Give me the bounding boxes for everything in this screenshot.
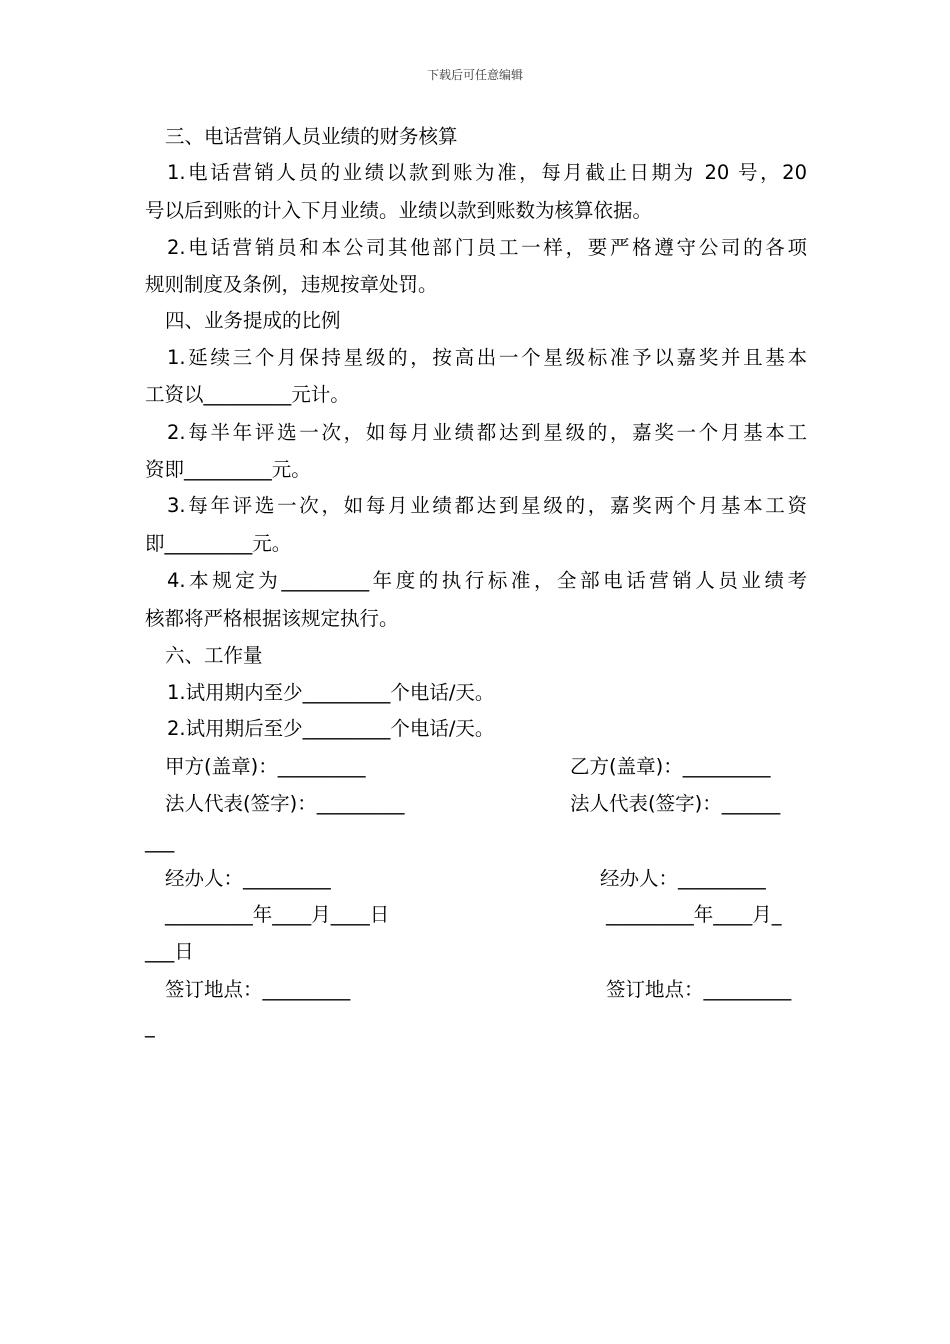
paragraph-line: 2.每半年评选一次，如每月业绩都达到星级的，嘉奖一个月基本工 bbox=[167, 421, 807, 444]
paragraph-line: 资即_________元。 bbox=[145, 458, 311, 481]
party-b-place: 签订地点：_________ bbox=[606, 978, 792, 1001]
paragraph-line: 工资以_________元计。 bbox=[145, 383, 350, 406]
paragraph-line: 1.延续三个月保持星级的，按高出一个星级标准予以嘉奖并且基本 bbox=[167, 346, 807, 369]
party-a-seal: 甲方(盖章)：_________ bbox=[165, 755, 366, 778]
party-a-place: 签订地点：_________ bbox=[165, 978, 351, 1001]
paragraph-line: 2.试用期后至少_________个电话/天。 bbox=[167, 717, 495, 740]
paragraph-line: 1.试用期内至少_________个电话/天。 bbox=[167, 681, 495, 704]
paragraph-line: 4.本规定为_________年度的执行标准，全部电话营销人员业绩考 bbox=[167, 569, 807, 592]
section-6-title: 六、工作量 bbox=[165, 644, 263, 667]
paragraph-line: 2.电话营销员和本公司其他部门员工一样，要严格遵守公司的各项 bbox=[167, 236, 807, 259]
section-4-title: 四、业务提成的比例 bbox=[165, 309, 341, 332]
party-b-seal: 乙方(盖章)：_________ bbox=[570, 755, 771, 778]
paragraph-line: 号以后到账的计入下月业绩。业绩以款到账数为核算依据。 bbox=[145, 199, 653, 222]
page-header: 下载后可任意编辑 bbox=[426, 68, 523, 82]
party-a-date: _________年____月____日 bbox=[165, 903, 390, 926]
party-b-legal-rep: 法人代表(签字)：______ bbox=[570, 792, 781, 815]
paragraph-line: 3.每年评选一次，如每月业绩都达到星级的，嘉奖两个月基本工资 bbox=[167, 494, 807, 517]
party-b-agent: 经办人：_________ bbox=[600, 867, 766, 890]
party-a-agent: 经办人：_________ bbox=[165, 867, 331, 890]
party-b-place-cont: _ bbox=[145, 1015, 155, 1038]
party-a-legal-rep: 法人代表(签字)：_________ bbox=[165, 792, 405, 815]
section-3-title: 三、电话营销人员业绩的财务核算 bbox=[165, 125, 458, 148]
party-b-date-cont: ___日 bbox=[145, 940, 194, 963]
party-b-legal-rep-cont: ___ bbox=[145, 830, 175, 853]
party-b-date: _________年____月_ bbox=[606, 903, 782, 926]
paragraph-line: 即_________元。 bbox=[145, 532, 292, 555]
paragraph-line: 规则制度及条例，违规按章处罚。 bbox=[145, 273, 438, 296]
paragraph-line: 核都将严格根据该规定执行。 bbox=[145, 607, 399, 630]
paragraph-line: 1.电话营销人员的业绩以款到账为准，每月截止日期为 20 号，20 bbox=[167, 161, 807, 184]
